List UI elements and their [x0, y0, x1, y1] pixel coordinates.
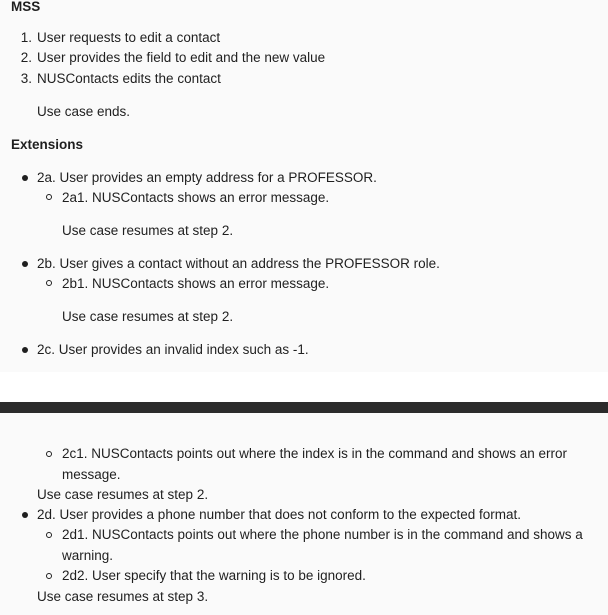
section-divider: [0, 402, 608, 413]
mss-step-text: NUSContacts edits the contact: [37, 71, 221, 86]
mss-step-number: 3.: [20, 71, 32, 86]
extension-2a-text: 2a. User provides an empty address for a PROFESSOR.: [37, 170, 377, 185]
bullet-icon: [22, 512, 28, 518]
extension-2a-resume: Use case resumes at step 2.: [62, 223, 234, 238]
bullet-icon: [22, 175, 28, 181]
extension-2b-text: 2b. User gives a contact without an address the PROFESSOR role.: [37, 256, 440, 271]
mss-step-number: 1.: [20, 30, 32, 45]
extension-2c-resume: Use case resumes at step 2.: [37, 487, 209, 502]
extension-2b-resume: Use case resumes at step 2.: [62, 309, 234, 324]
circle-bullet-icon: [46, 194, 52, 200]
extension-2b1-text: 2b1. NUSContacts shows an error message.: [62, 276, 330, 291]
extension-2d1-text: 2d1. NUSContacts points out where the phone number is in the command and shows a: [62, 527, 583, 542]
circle-bullet-icon: [46, 573, 52, 579]
mss-step-text: User provides the field to edit and the new value: [37, 50, 326, 65]
extension-2d1-text-cont: warning.: [62, 548, 114, 563]
extension-2d-text: 2d. User provides a phone number that does not conform to the expected format.: [37, 507, 522, 522]
circle-bullet-icon: [46, 532, 52, 538]
mss-end-note: Use case ends.: [37, 104, 131, 119]
document-bottom-section: [0, 413, 608, 615]
extensions-heading: Extensions: [11, 137, 84, 152]
extension-2a1-text: 2a1. NUSContacts shows an error message.: [62, 190, 330, 205]
extension-2d-resume: Use case resumes at step 3.: [37, 589, 209, 604]
circle-bullet-icon: [46, 280, 52, 286]
extension-2c1-text: 2c1. NUSContacts points out where the index is in the command and shows an error: [62, 446, 568, 461]
bullet-icon: [22, 261, 28, 267]
extension-2d2-text: 2d2. User specify that the warning is to be ignored.: [62, 568, 366, 583]
mss-heading: MSS: [11, 0, 41, 14]
circle-bullet-icon: [46, 451, 52, 457]
bullet-icon: [22, 347, 28, 353]
extension-2c1-text-cont: message.: [62, 467, 121, 482]
extension-2c-text: 2c. User provides an invalid index such as -1.: [37, 342, 309, 357]
mss-step-text: User requests to edit a contact: [37, 30, 221, 45]
mss-step-number: 2.: [20, 50, 32, 65]
